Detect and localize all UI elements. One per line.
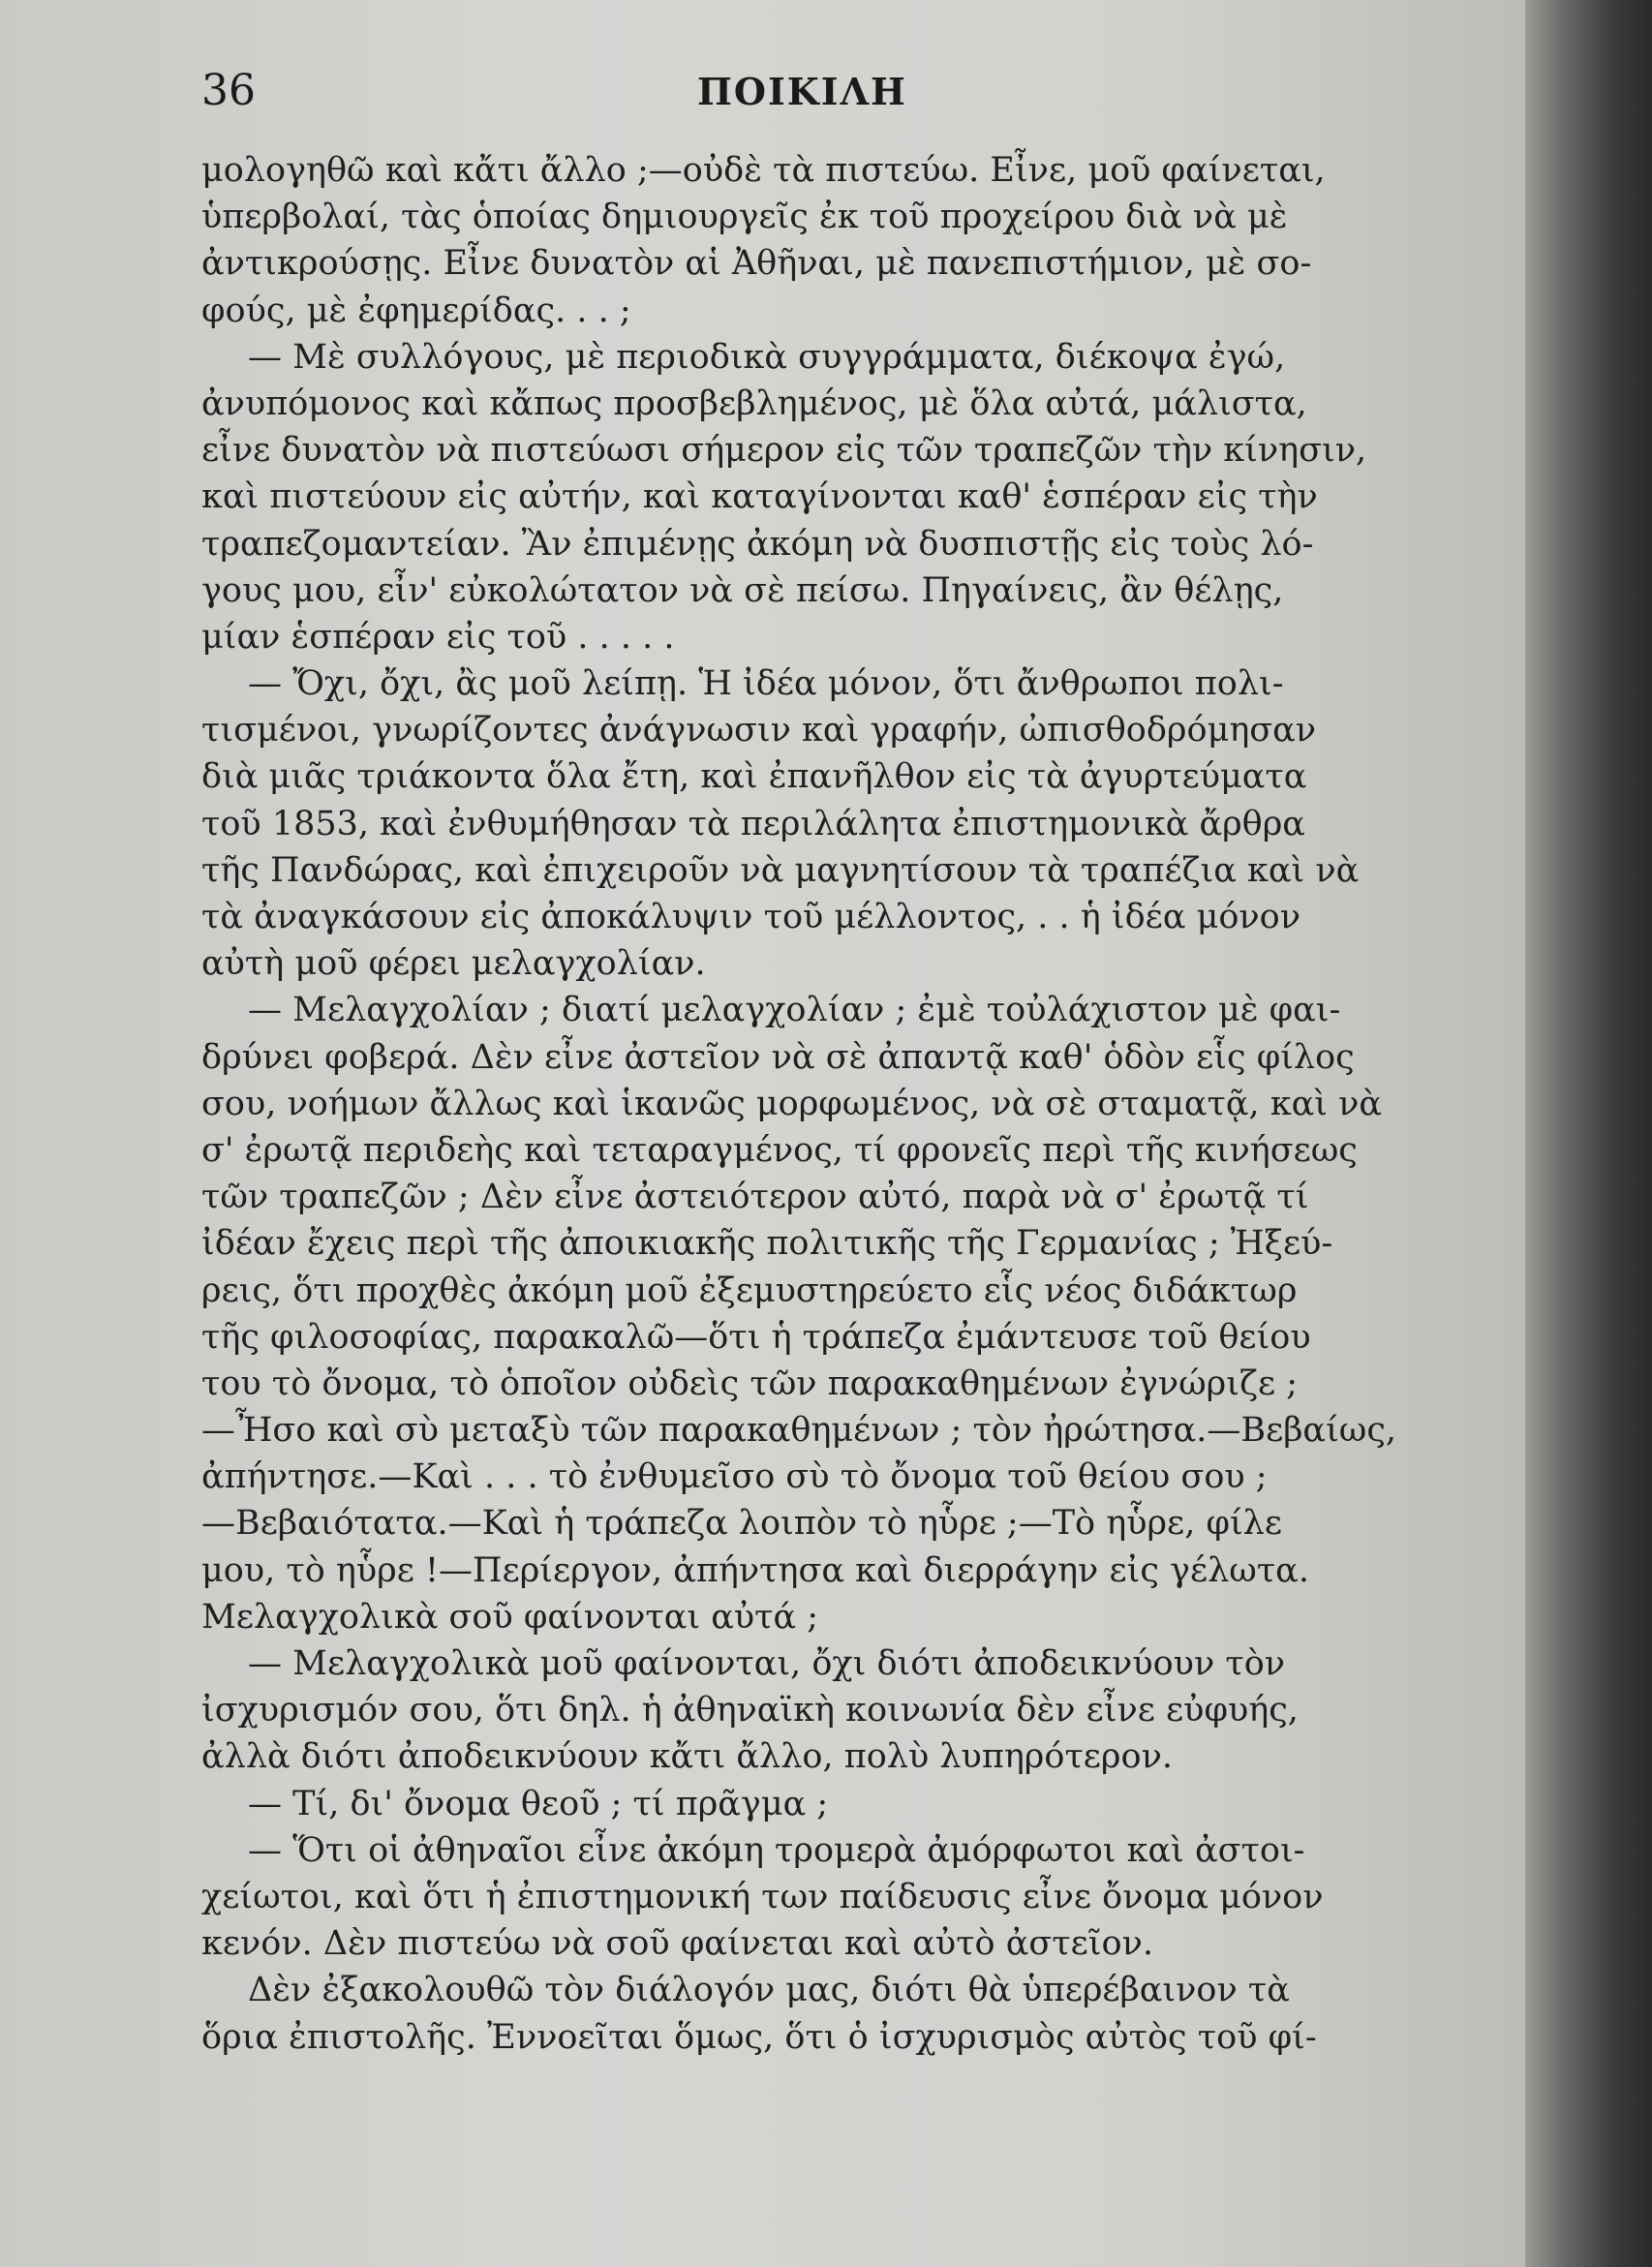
text-line: τραπεζομαντείαν. Ἂν ἐπιμένῃς ἀκόμη νὰ δυσπιστῇς εἰς τοὺς λό- [201,524,1314,564]
text-line: αὐτὴ μοῦ φέρει μελαγχολίαν. [201,944,706,984]
text-line: — Ὅτι οἱ ἀθηναῖοι εἶνε ἀκόμη τρομερὰ ἀμόρφωτοι καὶ ἀστοι- [248,1830,1305,1870]
text-line: ἀντικρούσῃς. Εἶνε δυνατὸν αἱ Ἀθῆναι, μὲ πανεπιστήμιον, μὲ σο- [201,244,1312,284]
text-line: Μελαγχολικὰ σοῦ φαίνονται αὐτά ; [201,1597,819,1637]
text-line: τὰ ἀναγκάσουν εἰς ἀποκάλυψιν τοῦ μέλλοντος, . . ἡ ἰδέα μόνον [201,898,1301,936]
text-line: σ' ἐρωτᾷ περιδεὴς καὶ τεταραγμένος, τί φρονεῖς περὶ τῆς κινήσεως [201,1130,1358,1170]
text-line: καὶ πιστεύουν εἰς αὐτήν, καὶ καταγίνονται καθ' ἑσπέραν εἰς τὴν [201,477,1318,517]
text-line: ἰσχυρισμόν σου, ὅτι δηλ. ἡ ἀθηναϊκὴ κοινωνία δὲν εἶνε εὐφυής, [201,1691,1299,1731]
text-line: τῆς φιλοσοφίας, παρακαλῶ—ὅτι ἡ τράπεζα ἐμάντευσε τοῦ θείου [201,1317,1311,1357]
text-line: σου, νοήμων ἄλλως καὶ ἱκανῶς μορφωμένος, νὰ σὲ σταματᾷ, καὶ νὰ [201,1084,1383,1123]
text-line: γους μου, εἶν' εὐκολώτατον νὰ σὲ πείσω. Πηγαίνεις, ἂν θέλῃς, [201,570,1284,610]
text-line: χείωτοι, καὶ ὅτι ἡ ἐπιστημονική των παίδευσις εἶνε ὄνομα μόνον [201,1877,1324,1916]
text-line: —Βεβαιότατα.—Καὶ ἡ τράπεζα λοιπὸν τὸ ηὗρε ;—Τὸ ηὗρε, φίλε [201,1504,1282,1544]
text-line: τῶν τραπεζῶν ; Δὲν εἶνε ἀστειότερον αὐτό, παρὰ νὰ σ' ἐρωτᾷ τί [201,1178,1309,1217]
text-line: Δὲν ἐξακολουθῶ τὸν διάλογόν μας, διότι θὰ ὑπερέβαινον τὰ [248,1971,1290,2010]
text-line: του τὸ ὄνομα, τὸ ὁποῖον οὐδεὶς τῶν παρακαθημένων ἐγνώριζε ; [201,1363,1298,1403]
running-head [0,66,1525,134]
text-line: — Μελαγχολικὰ μοῦ φαίνονται, ὄχι διότι ἀποδεικνύουν τὸν [248,1644,1286,1683]
text-line: εἶνε δυνατὸν νὰ πιστεύωσι σήμερον εἰς τῶν τραπεζῶν τὴν κίνησιν, [201,431,1367,471]
text-line: ἀπήντησε.—Καὶ . . . τὸ ἐνθυμεῖσο σὺ τὸ ὄνομα τοῦ θείου σου ; [201,1457,1268,1497]
text-line: μίαν ἑσπέραν εἰς τοῦ . . . . . [201,617,675,657]
text-line: ρεις, ὅτι προχθὲς ἀκόμη μοῦ ἐξεμυστηρεύετο εἷς νέος διδάκτωρ [201,1271,1298,1310]
text-line: ἀνυπόμονος καὶ κἄπως προσβεβλημένος, μὲ ὅλα αὐτά, μάλιστα, [201,383,1307,423]
text-line: μου, τὸ ηὗρε !—Περίεργον, ἀπήντησα καὶ διερράγην εἰς γέλωτα. [201,1550,1309,1590]
text-line: ὅρια ἐπιστολῆς. Ἐννοεῖται ὅμως, ὅτι ὁ ἰσχυρισμὸς αὐτὸς τοῦ φί- [201,2017,1317,2057]
text-line: — Τί, δι' ὄνομα θεοῦ ; τί πρᾶγμα ; [248,1784,829,1823]
text-line: ἀλλὰ διότι ἀποδεικνύουν κἄτι ἄλλο, πολὺ λυπηρότερον. [201,1737,1173,1777]
text-line: κενόν. Δὲν πιστεύω νὰ σοῦ φαίνεται καὶ αὐτὸ ἀστεῖον. [201,1924,1153,1964]
page-number: 36 [201,66,256,115]
text-line: — Μὲ συλλόγους, μὲ περιοδικὰ συγγράμματα, διέκοψα ἐγώ, [248,337,1286,377]
text-line: —Ἦσο καὶ σὺ μεταξὺ τῶν παρακαθημένων ; τὸν ἠρώτησα.—Βεβαίως, [201,1411,1397,1451]
body-text [201,147,1412,2061]
text-line: μολογηθῶ καὶ κἄτι ἄλλο ;—οὐδὲ τὰ πιστεύω. Εἶνε, μοῦ φαίνεται, [201,151,1326,190]
text-line: ὑπερβολαί, τὰς ὁποίας δημιουργεῖς ἐκ τοῦ προχείρου διὰ νὰ μὲ [201,198,1288,237]
text-line: — Ὄχι, ὄχι, ἂς μοῦ λείπῃ. Ἡ ἰδέα μόνον, ὅτι ἄνθρωποι πολι- [248,664,1284,704]
running-title: ΠΟΙΚΙΛΗ [697,70,907,113]
text-line: τισμένοι, γνωρίζοντες ἀνάγνωσιν καὶ γραφήν, ὠπισθοδρόμησαν [201,711,1317,751]
text-line: — Μελαγχολίαν ; διατί μελαγχολίαν ; ἐμὲ τοὐλάχιστον μὲ φαι- [248,991,1341,1030]
text-line: τῆς Πανδώρας, καὶ ἐπιχειροῦν νὰ μαγνητίσουν τὰ τραπέζια καὶ νὰ [201,850,1360,890]
text-line: διὰ μιᾶς τριάκοντα ὅλα ἔτη, καὶ ἐπανῆλθον εἰς τὰ ἀγυρτεύματα [201,757,1307,797]
book-binding-shadow [1525,0,1652,2267]
text-line: δρύνει φοβερά. Δὲν εἶνε ἀστεῖον νὰ σὲ ἀπαντᾷ καθ' ὁδὸν εἷς φίλος [201,1037,1355,1077]
text-line: ἰδέαν ἔχεις περὶ τῆς ἀποικιακῆς πολιτικῆς τῆς Γερμανίας ; Ἠξεύ- [201,1224,1333,1264]
text-line: φούς, μὲ ἐφημερίδας. . . ; [201,291,631,330]
text-line: τοῦ 1853, καὶ ἐνθυμήθησαν τὰ περιλάλητα ἐπιστημονικὰ ἄρθρα [201,804,1305,843]
